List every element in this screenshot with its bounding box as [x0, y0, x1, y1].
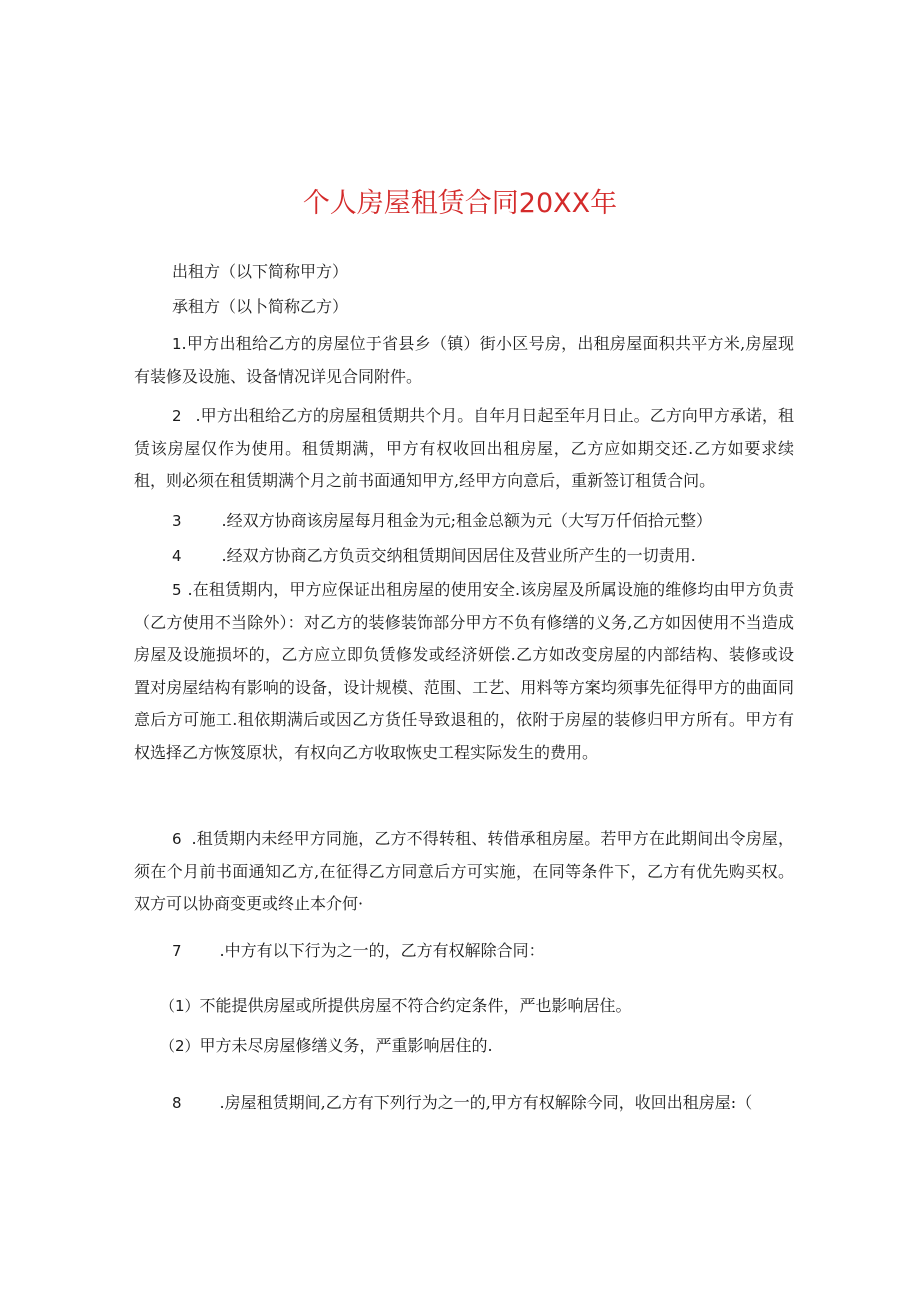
clause-7 — [134, 935, 794, 968]
clause-number: 5 — [172, 581, 182, 599]
clause-text: .租赁期内未经甲方同施，乙方不得转租、转借承租房屋。若甲方在此期间出令房屋，须在个月前书面通知乙方,在征得乙方同意后方可实施，在同等条件下，乙方有优先购买权。双方可以协商变更或终止本介何· — [134, 829, 794, 913]
party-b-line: 承租方（以卜简称乙方） — [172, 297, 349, 316]
clause-number: 4 — [172, 547, 182, 565]
clause-1 — [134, 328, 794, 393]
clause-6 — [134, 823, 794, 921]
clause-text: .在租赁期内，甲方应保证出租房屋的使用安全.该房屋及所属设施的维修均由甲方负责（乙方使用不当除外）：对乙方的装修装饰部分甲方不负有修缮的义务,乙方如因使用不当造成房屋及设施损坏的，乙方应立即负赁修发或经济妍偿.乙方如改变房屋的内部结构、装修或设置对房屋结构有影响的设备，设计规模、范围、工艺、用料等方案均须事先征得甲方的曲面同意后方可施工.租依期满后或因乙方货任导致退租的，依附于房屋的装修归甲方所有。甲方有权选择乙方恢笈原状，有权向乙方收取恢史工程实际发生的费用。 — [134, 580, 794, 762]
clause-8 — [134, 1087, 794, 1120]
clause-number: 6 — [172, 830, 182, 848]
sub-item-2 — [160, 1030, 820, 1062]
party-a-line: 出租方（以下简称甲方） — [172, 262, 349, 281]
sub-item-text: 甲方未尽房屋修缮义务，严重影响居住的. — [199, 1036, 493, 1055]
clause-text: .甲方出租给乙方的房屋租赁期共个月。自年月日起至年月日止。乙方向甲方承诺，租赁该房屋仅作为使用。租赁期满，甲方有权收回出租房屋，乙方应如期交还.乙方如要求续租，则必须在租赁期满个月之前书面通知甲方,经甲方向意后，重新签订租赁合问。 — [134, 406, 794, 490]
clause-text: .经双方协商该房屋每月租金为元;租金总额为元（大写万仟佰拾元整） — [221, 511, 713, 530]
clause-3 — [134, 505, 794, 538]
sub-item-1 — [160, 990, 820, 1022]
clause-text: .房屋租赁期间,乙方有下列行为之一的,甲方有权解除今同，收回出租房屋:（ — [219, 1093, 753, 1112]
sub-item-number: （1） — [160, 997, 200, 1015]
clause-number: 2 — [172, 407, 182, 425]
clause-4 — [134, 540, 794, 573]
clause-text: .中方有以下行为之一的，乙方有权解除合同： — [219, 941, 545, 960]
clause-2 — [134, 400, 794, 498]
clause-text: .经双方协商乙方负贡交纳租赁期间因居住及营业所产生的一切责用. — [221, 546, 696, 565]
clause-number: 8 — [172, 1094, 182, 1112]
clause-number: 7 — [172, 942, 182, 960]
clause-text: .甲方出租给乙方的房屋位于省县乡（镇）街小区号房，出租房屋面积共平方米,房屋现有装修及设施、设备情况详见合同附件。 — [134, 334, 794, 386]
sub-item-text: 不能提供房屋或所提供房屋不符合约定条件，严也影响居住。 — [199, 996, 632, 1015]
document-title: 个人房屋租赁合同20XX年 — [302, 188, 618, 219]
clause-number: 3 — [172, 512, 182, 530]
clause-5 — [134, 574, 794, 769]
sub-item-number: （2） — [160, 1037, 200, 1055]
clause-number: 1 — [172, 335, 182, 353]
